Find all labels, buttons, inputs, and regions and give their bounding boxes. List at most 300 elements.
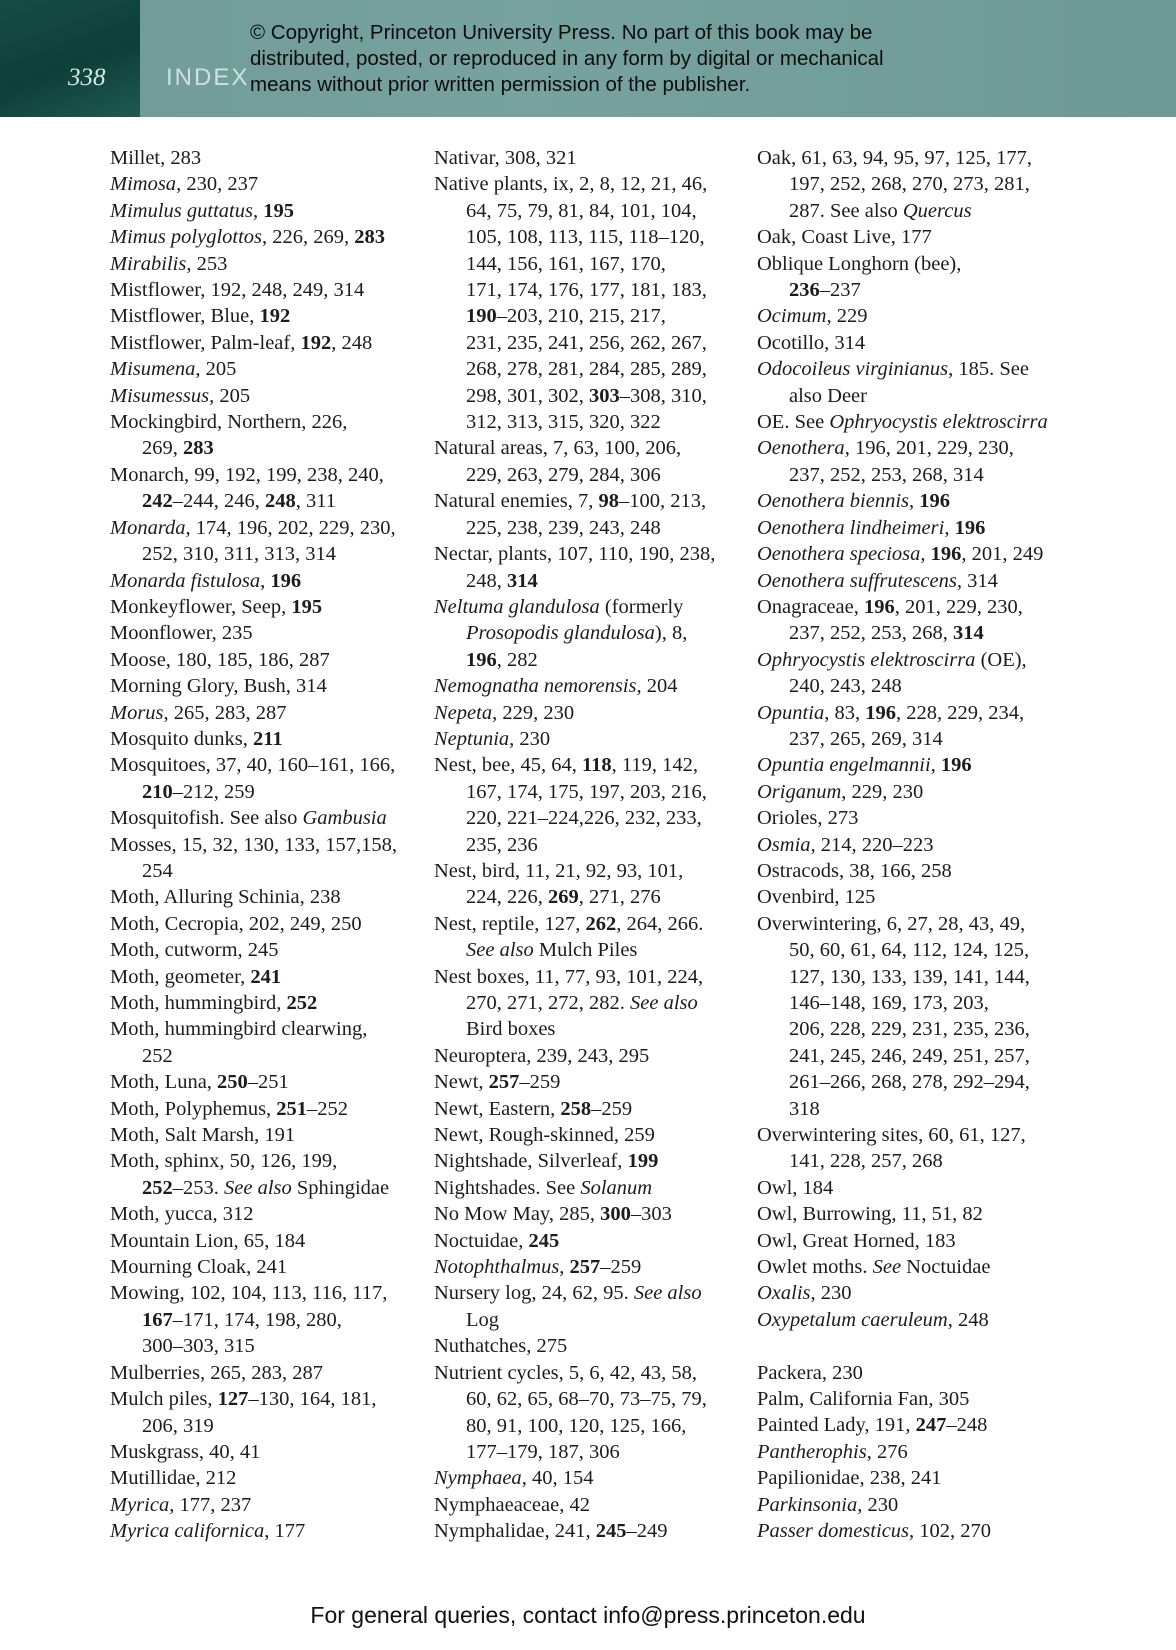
index-text: , 228, 229, 234, xyxy=(895,701,1025,724)
index-text: Monkeyflower, Seep, xyxy=(110,595,292,618)
index-text: Mistflower, 192, 248, 249, 314 xyxy=(110,279,365,302)
index-line xyxy=(434,1096,715,1122)
index-text: , 205 xyxy=(209,384,251,407)
index-line xyxy=(110,1492,397,1518)
index-text: Mimulus guttatus xyxy=(110,199,253,222)
index-line xyxy=(110,700,397,726)
index-text: , 201, 249 xyxy=(961,543,1044,566)
index-text: Palm, California Fan, 305 xyxy=(757,1388,970,1411)
index-text: Mulch piles, xyxy=(110,1388,218,1411)
index-line xyxy=(110,1386,397,1412)
index-line xyxy=(434,647,715,673)
index-line xyxy=(110,1280,397,1306)
index-line xyxy=(757,647,1048,673)
index-line xyxy=(757,435,1048,461)
index-line xyxy=(757,620,1048,646)
index-text: Monarch, 99, 192, 199, 238, 240, xyxy=(110,463,384,486)
index-line xyxy=(757,1016,1048,1042)
index-line xyxy=(110,805,397,831)
index-text: 241 xyxy=(250,965,282,988)
index-line xyxy=(757,1360,1048,1386)
index-text: Oak, 61, 63, 94, 95, 97, 125, 177, xyxy=(757,147,1033,169)
index-text: 192 xyxy=(259,305,291,328)
index-text: 261–266, 268, 278, 292–294, xyxy=(789,1071,1030,1094)
index-line xyxy=(110,171,397,197)
index-text: –249 xyxy=(626,1520,668,1543)
index-line xyxy=(757,805,1048,831)
index-text: See also xyxy=(633,1282,702,1305)
copyright-notice xyxy=(250,20,970,98)
index-text: See also xyxy=(466,939,534,962)
index-text: 252 xyxy=(286,992,318,1014)
index-text: Nest, bird, 11, 21, 92, 93, 101, xyxy=(434,859,684,882)
footer-contact: For general queries, contact info@press.princeton.edu xyxy=(310,1602,866,1628)
index-line xyxy=(434,568,715,594)
index-line xyxy=(757,198,1048,224)
index-text: Nectar, plants, 107, 110, 190, 238, xyxy=(434,543,716,566)
index-text: Origanum xyxy=(757,780,842,803)
index-text: Solanum xyxy=(580,1176,653,1199)
index-line xyxy=(110,1465,397,1491)
index-text: 231, 235, 241, 256, 262, 267, xyxy=(466,331,707,354)
index-text: , xyxy=(930,754,941,777)
index-line xyxy=(757,1465,1048,1491)
index-text: , xyxy=(920,543,931,566)
index-line xyxy=(110,435,397,461)
index-text: Moth, hummingbird clearwing, xyxy=(110,1018,368,1041)
section-label: INDEX xyxy=(166,64,250,91)
index-text: , 248 xyxy=(947,1308,989,1331)
index-text: –203, 210, 215, 217, xyxy=(496,305,666,328)
index-text: –244, 246, xyxy=(172,490,265,513)
index-text: See also xyxy=(630,992,698,1014)
index-line xyxy=(757,541,1048,567)
index-line xyxy=(110,1096,397,1122)
index-line xyxy=(110,1148,397,1174)
index-text: Nursery log, 24, 62, 95. xyxy=(434,1282,634,1305)
index-text: Orioles, 273 xyxy=(757,807,859,830)
index-line xyxy=(757,1412,1048,1438)
index-text: 314 xyxy=(507,569,538,592)
index-text: 257 xyxy=(569,1256,601,1279)
index-text: Mosquitoes, 37, 40, 160–161, 166, xyxy=(110,754,396,777)
index-text: 248, xyxy=(466,569,507,592)
index-line xyxy=(110,1043,397,1069)
index-line xyxy=(757,990,1048,1016)
index-line xyxy=(110,224,397,250)
index-text: 250 xyxy=(217,1071,248,1094)
index-text: 268, 278, 281, 284, 285, 289, xyxy=(466,358,707,381)
index-line xyxy=(757,1122,1048,1148)
index-text: OE. See xyxy=(757,411,830,434)
index-text: Mosquitofish. See also xyxy=(110,807,303,830)
index-line xyxy=(434,541,715,567)
index-line xyxy=(110,1413,397,1439)
index-line xyxy=(757,1492,1048,1518)
index-text: 269, xyxy=(142,437,183,460)
index-text: 190 xyxy=(466,305,497,328)
index-text: Myrica xyxy=(110,1493,170,1516)
index-text: Nuthatches, 275 xyxy=(434,1335,568,1358)
index-line xyxy=(757,726,1048,752)
index-text: 225, 238, 239, 243, 248 xyxy=(466,516,661,539)
index-line xyxy=(434,964,715,990)
index-text: 210 xyxy=(142,780,173,803)
index-text: Onagraceae, xyxy=(757,595,864,618)
index-text: Odocoileus virginianus xyxy=(757,358,949,381)
index-line xyxy=(757,1043,1048,1069)
page-number: 338 xyxy=(68,64,106,91)
index-text: 248 xyxy=(265,490,296,513)
index-line xyxy=(110,752,397,778)
index-line xyxy=(757,1386,1048,1412)
index-text: Osmia xyxy=(757,833,811,856)
index-line xyxy=(434,673,715,699)
index-text: –248 xyxy=(946,1414,988,1437)
index-line xyxy=(757,700,1048,726)
index-text: 298, 301, 302, xyxy=(466,384,589,407)
index-text: Papilionidae, 238, 241 xyxy=(757,1467,942,1490)
index-text: , 205 xyxy=(195,358,237,381)
index-text: 171, 174, 176, 177, 181, 183, xyxy=(466,279,707,302)
index-line xyxy=(110,251,397,277)
index-text: Nest, bee, 45, 64, xyxy=(434,754,583,777)
index-text: –308, 310, xyxy=(619,384,707,407)
index-text: , 248 xyxy=(331,331,373,354)
index-line xyxy=(434,1016,715,1042)
index-text: 167 xyxy=(142,1308,173,1331)
index-text: , 271, 276 xyxy=(578,886,661,909)
index-text: Parkinsonia xyxy=(757,1493,858,1516)
index-text: , 201, 229, 230, xyxy=(894,595,1023,618)
index-text: –171, 174, 198, 280, xyxy=(172,1308,342,1331)
index-line xyxy=(434,224,715,250)
index-text: Neptunia xyxy=(434,727,510,750)
index-line xyxy=(757,462,1048,488)
index-text: , 314 xyxy=(956,569,998,592)
index-line xyxy=(757,1201,1048,1227)
index-text: Moth, cutworm, 245 xyxy=(110,939,279,962)
index-text: 196 xyxy=(940,754,972,777)
index-text: Newt, xyxy=(434,1071,489,1094)
index-text: Oenothera biennis xyxy=(757,490,910,513)
index-text: 141, 228, 257, 268 xyxy=(789,1150,943,1173)
index-line xyxy=(757,330,1048,356)
index-text: Noctuidae xyxy=(901,1256,991,1279)
index-line xyxy=(110,937,397,963)
index-text: 257 xyxy=(488,1071,520,1094)
index-text: Notophthalmus xyxy=(434,1256,560,1279)
index-line xyxy=(757,1254,1048,1280)
index-text: Oxalis xyxy=(757,1282,811,1305)
index-text: 196 xyxy=(466,648,497,671)
index-text: –252 xyxy=(307,1097,349,1120)
index-text: Opuntia engelmannii xyxy=(757,754,931,777)
index-text: 318 xyxy=(789,1097,820,1120)
index-line xyxy=(110,1518,397,1544)
index-text: ), 8, xyxy=(654,622,688,645)
index-text: also Deer xyxy=(789,384,867,407)
index-text: Ostracods, 38, 166, 258 xyxy=(757,859,952,882)
index-text: Mistflower, Blue, xyxy=(110,305,260,328)
index-line xyxy=(434,1280,715,1306)
index-line xyxy=(110,1201,397,1227)
index-text: 229, 263, 279, 284, 306 xyxy=(466,463,661,486)
index-text: Ophryocystis elektroscirra xyxy=(757,648,976,671)
index-text: , 229, 230 xyxy=(492,701,575,724)
index-text: Nemognatha nemorensis xyxy=(434,675,637,698)
index-line xyxy=(110,1122,397,1148)
index-line xyxy=(434,409,715,435)
index-text: Monarda xyxy=(110,516,186,539)
index-text: Moth, hummingbird, xyxy=(110,992,287,1014)
index-line xyxy=(757,251,1048,277)
index-text: 303 xyxy=(589,384,620,407)
index-text: 199 xyxy=(627,1150,659,1173)
index-line xyxy=(434,330,715,356)
index-line xyxy=(757,673,1048,699)
index-text: , 226, 269, xyxy=(262,226,355,249)
index-line xyxy=(757,224,1048,250)
index-text: 252 xyxy=(142,1044,173,1067)
index-text: , 177 xyxy=(264,1520,306,1543)
index-text: Moth, Luna, xyxy=(110,1071,218,1094)
index-line xyxy=(110,1360,397,1386)
index-text: 235, 236 xyxy=(466,833,538,856)
index-text: Ovenbird, 125 xyxy=(757,886,876,909)
index-line xyxy=(434,1228,715,1254)
index-column-1 xyxy=(110,145,397,1545)
index-text: Pantherophis xyxy=(757,1440,867,1463)
index-text: 196 xyxy=(954,516,986,539)
index-text: 196 xyxy=(930,543,962,566)
index-text: Oxypetalum caeruleum xyxy=(757,1308,948,1331)
index-text: Newt, Eastern, xyxy=(434,1097,561,1120)
index-text: See also xyxy=(224,1176,292,1199)
index-line xyxy=(110,303,397,329)
index-text: , 230 xyxy=(810,1282,852,1305)
index-line xyxy=(110,1175,397,1201)
index-line xyxy=(110,779,397,805)
index-line xyxy=(110,673,397,699)
index-line xyxy=(434,383,715,409)
index-text: Millet, 283 xyxy=(110,147,202,169)
index-line xyxy=(757,937,1048,963)
index-text: –303 xyxy=(630,1203,672,1226)
index-text: 196 xyxy=(270,569,302,592)
index-text: Mourning Cloak, 241 xyxy=(110,1256,288,1279)
index-text: Nativar, 308, 321 xyxy=(434,147,577,169)
index-text: 314 xyxy=(953,622,984,645)
index-line xyxy=(434,858,715,884)
index-text: Oak, Coast Live, 177 xyxy=(757,226,932,249)
index-text: 64, 75, 79, 81, 84, 101, 104, xyxy=(466,199,697,222)
index-line xyxy=(434,594,715,620)
index-text: Mutillidae, 212 xyxy=(110,1467,237,1490)
index-text: 118 xyxy=(582,754,612,777)
index-text: , 276 xyxy=(866,1440,908,1463)
index-text: –100, 213, xyxy=(619,490,707,513)
index-line xyxy=(757,1175,1048,1201)
index-text: Natural areas, 7, 63, 100, 206, xyxy=(434,437,682,460)
index-line xyxy=(434,303,715,329)
index-line xyxy=(757,1307,1048,1333)
index-line xyxy=(757,1069,1048,1095)
index-line xyxy=(434,911,715,937)
index-text: 177–179, 187, 306 xyxy=(466,1440,620,1463)
index-text: Nymphalidae, 241, xyxy=(434,1520,596,1543)
index-text: , 230 xyxy=(509,727,551,750)
index-line xyxy=(434,171,715,197)
index-text: Noctuidae, xyxy=(434,1229,529,1252)
index-text: Nest, reptile, 127, xyxy=(434,912,586,935)
index-line xyxy=(757,832,1048,858)
index-text: –259 xyxy=(600,1256,642,1279)
index-line xyxy=(434,990,715,1016)
index-text: Nymphaeaceae, 42 xyxy=(434,1493,590,1516)
index-line xyxy=(434,1439,715,1465)
index-text: Opuntia xyxy=(757,701,825,724)
index-text: –251 xyxy=(247,1071,289,1094)
index-text: –237 xyxy=(819,279,861,302)
index-text: Nymphaea xyxy=(434,1467,522,1490)
index-line xyxy=(434,1360,715,1386)
index-text: Misumessus xyxy=(110,384,210,407)
page-header xyxy=(0,0,1176,117)
index-text: 196 xyxy=(865,701,896,724)
index-text: 220, 221–224,226, 232, 233, xyxy=(466,807,702,830)
index-line xyxy=(110,488,397,514)
index-line xyxy=(110,541,397,567)
index-text: Newt, Rough-skinned, 259 xyxy=(434,1124,655,1147)
index-line xyxy=(434,1254,715,1280)
index-line xyxy=(434,1386,715,1412)
index-text: –259 xyxy=(591,1097,633,1120)
index-text: , 196, 201, 229, 230, xyxy=(844,437,1014,460)
index-line xyxy=(757,515,1048,541)
index-line xyxy=(434,1518,715,1544)
index-text: 60, 62, 65, 68–70, 73–75, 79, xyxy=(466,1388,707,1411)
index-text: 236 xyxy=(789,279,820,302)
index-text: Packera, 230 xyxy=(757,1361,863,1384)
index-text: –130, 164, 181, xyxy=(248,1388,377,1411)
index-text: Mosquito dunks, xyxy=(110,727,253,750)
index-text: , 264, 266. xyxy=(616,912,704,935)
index-line xyxy=(110,1307,397,1333)
index-text: , 311 xyxy=(295,490,336,513)
index-text: 195 xyxy=(291,595,323,618)
index-text: No Mow May, 285, xyxy=(434,1203,601,1226)
index-text: 300 xyxy=(600,1203,631,1226)
index-text: Overwintering, 6, 27, 28, 43, 49, xyxy=(757,912,1026,935)
index-line xyxy=(434,1043,715,1069)
index-text: Morning Glory, Bush, 314 xyxy=(110,675,327,698)
index-text: , 265, 283, 287 xyxy=(163,701,287,724)
index-text: Overwintering sites, 60, 61, 127, xyxy=(757,1124,1026,1147)
index-text: Mirabilis xyxy=(110,252,187,275)
index-line xyxy=(757,488,1048,514)
index-text: Ocimum xyxy=(757,305,827,328)
index-line xyxy=(110,1333,397,1359)
index-text: See xyxy=(872,1256,902,1279)
index-text: Oblique Longhorn (bee), xyxy=(757,252,962,275)
index-text: , 204 xyxy=(636,675,678,698)
index-text: Moose, 180, 185, 186, 287 xyxy=(110,648,330,671)
index-line xyxy=(434,779,715,805)
index-text: Monarda fistulosa xyxy=(110,569,261,592)
index-text: Ophryocystis elektroscirra xyxy=(829,411,1048,434)
index-text: Log xyxy=(466,1308,500,1331)
index-text: 283 xyxy=(354,226,386,249)
index-line xyxy=(110,1439,397,1465)
page-tab xyxy=(0,0,140,117)
index-line xyxy=(434,700,715,726)
index-line xyxy=(757,858,1048,884)
index-text: Mosses, 15, 32, 130, 133, 157,158, xyxy=(110,833,398,856)
index-text: , 214, 220–223 xyxy=(810,833,934,856)
index-line xyxy=(757,752,1048,778)
index-text: Oenothera speciosa xyxy=(757,543,921,566)
index-text: Moth, Alluring Schinia, 238 xyxy=(110,886,341,909)
index-text: , 185. See xyxy=(948,358,1029,381)
index-line xyxy=(434,462,715,488)
index-text: 245 xyxy=(528,1229,560,1252)
index-text: Oenothera lindheimeri xyxy=(757,516,945,539)
index-line xyxy=(757,594,1048,620)
index-line xyxy=(110,1069,397,1095)
index-text: Nightshade, Silverleaf, xyxy=(434,1150,628,1173)
index-text: Oenothera xyxy=(757,437,845,460)
index-text: 206, 319 xyxy=(142,1414,214,1437)
index-text: Neuroptera, 239, 243, 295 xyxy=(434,1044,650,1067)
index-text: –212, 259 xyxy=(172,780,255,803)
index-line xyxy=(110,1228,397,1254)
index-text: Moth, Cecropia, 202, 249, 250 xyxy=(110,912,362,935)
index-text: 283 xyxy=(183,437,214,460)
index-line xyxy=(110,594,397,620)
index-text: Owl, 184 xyxy=(757,1176,834,1199)
index-text: , 174, 196, 202, 229, 230, xyxy=(185,516,396,539)
index-text: , 229 xyxy=(826,305,868,328)
index-text: 237, 252, 253, 268, 314 xyxy=(789,463,984,486)
index-text: Quercus xyxy=(902,199,972,222)
index-line xyxy=(110,356,397,382)
index-text: , xyxy=(252,199,264,222)
index-text: 211 xyxy=(252,727,283,750)
index-text: 196 xyxy=(919,490,951,513)
index-line xyxy=(110,884,397,910)
index-text: 105, 108, 113, 115, 118–120, xyxy=(466,226,705,249)
index-text: 192 xyxy=(300,331,332,354)
index-text: Mockingbird, Northern, 226, xyxy=(110,411,348,434)
index-line xyxy=(434,805,715,831)
index-line xyxy=(434,488,715,514)
index-line xyxy=(434,620,715,646)
index-text: Prosopodis glandulosa xyxy=(466,622,655,645)
index-text: 287. See also xyxy=(789,199,903,222)
index-line xyxy=(434,515,715,541)
index-line xyxy=(434,145,715,171)
index-text: Mowing, 102, 104, 113, 116, 117, xyxy=(110,1282,388,1305)
index-line xyxy=(110,145,397,171)
index-line xyxy=(110,1254,397,1280)
index-line xyxy=(434,1307,715,1333)
index-text: Muskgrass, 40, 41 xyxy=(110,1440,261,1463)
index-line xyxy=(110,620,397,646)
index-text: , xyxy=(260,569,271,592)
index-column-3 xyxy=(757,145,1048,1545)
copyright-line: distributed, posted, or reproduced in any form by digital or mechanical xyxy=(250,47,884,70)
